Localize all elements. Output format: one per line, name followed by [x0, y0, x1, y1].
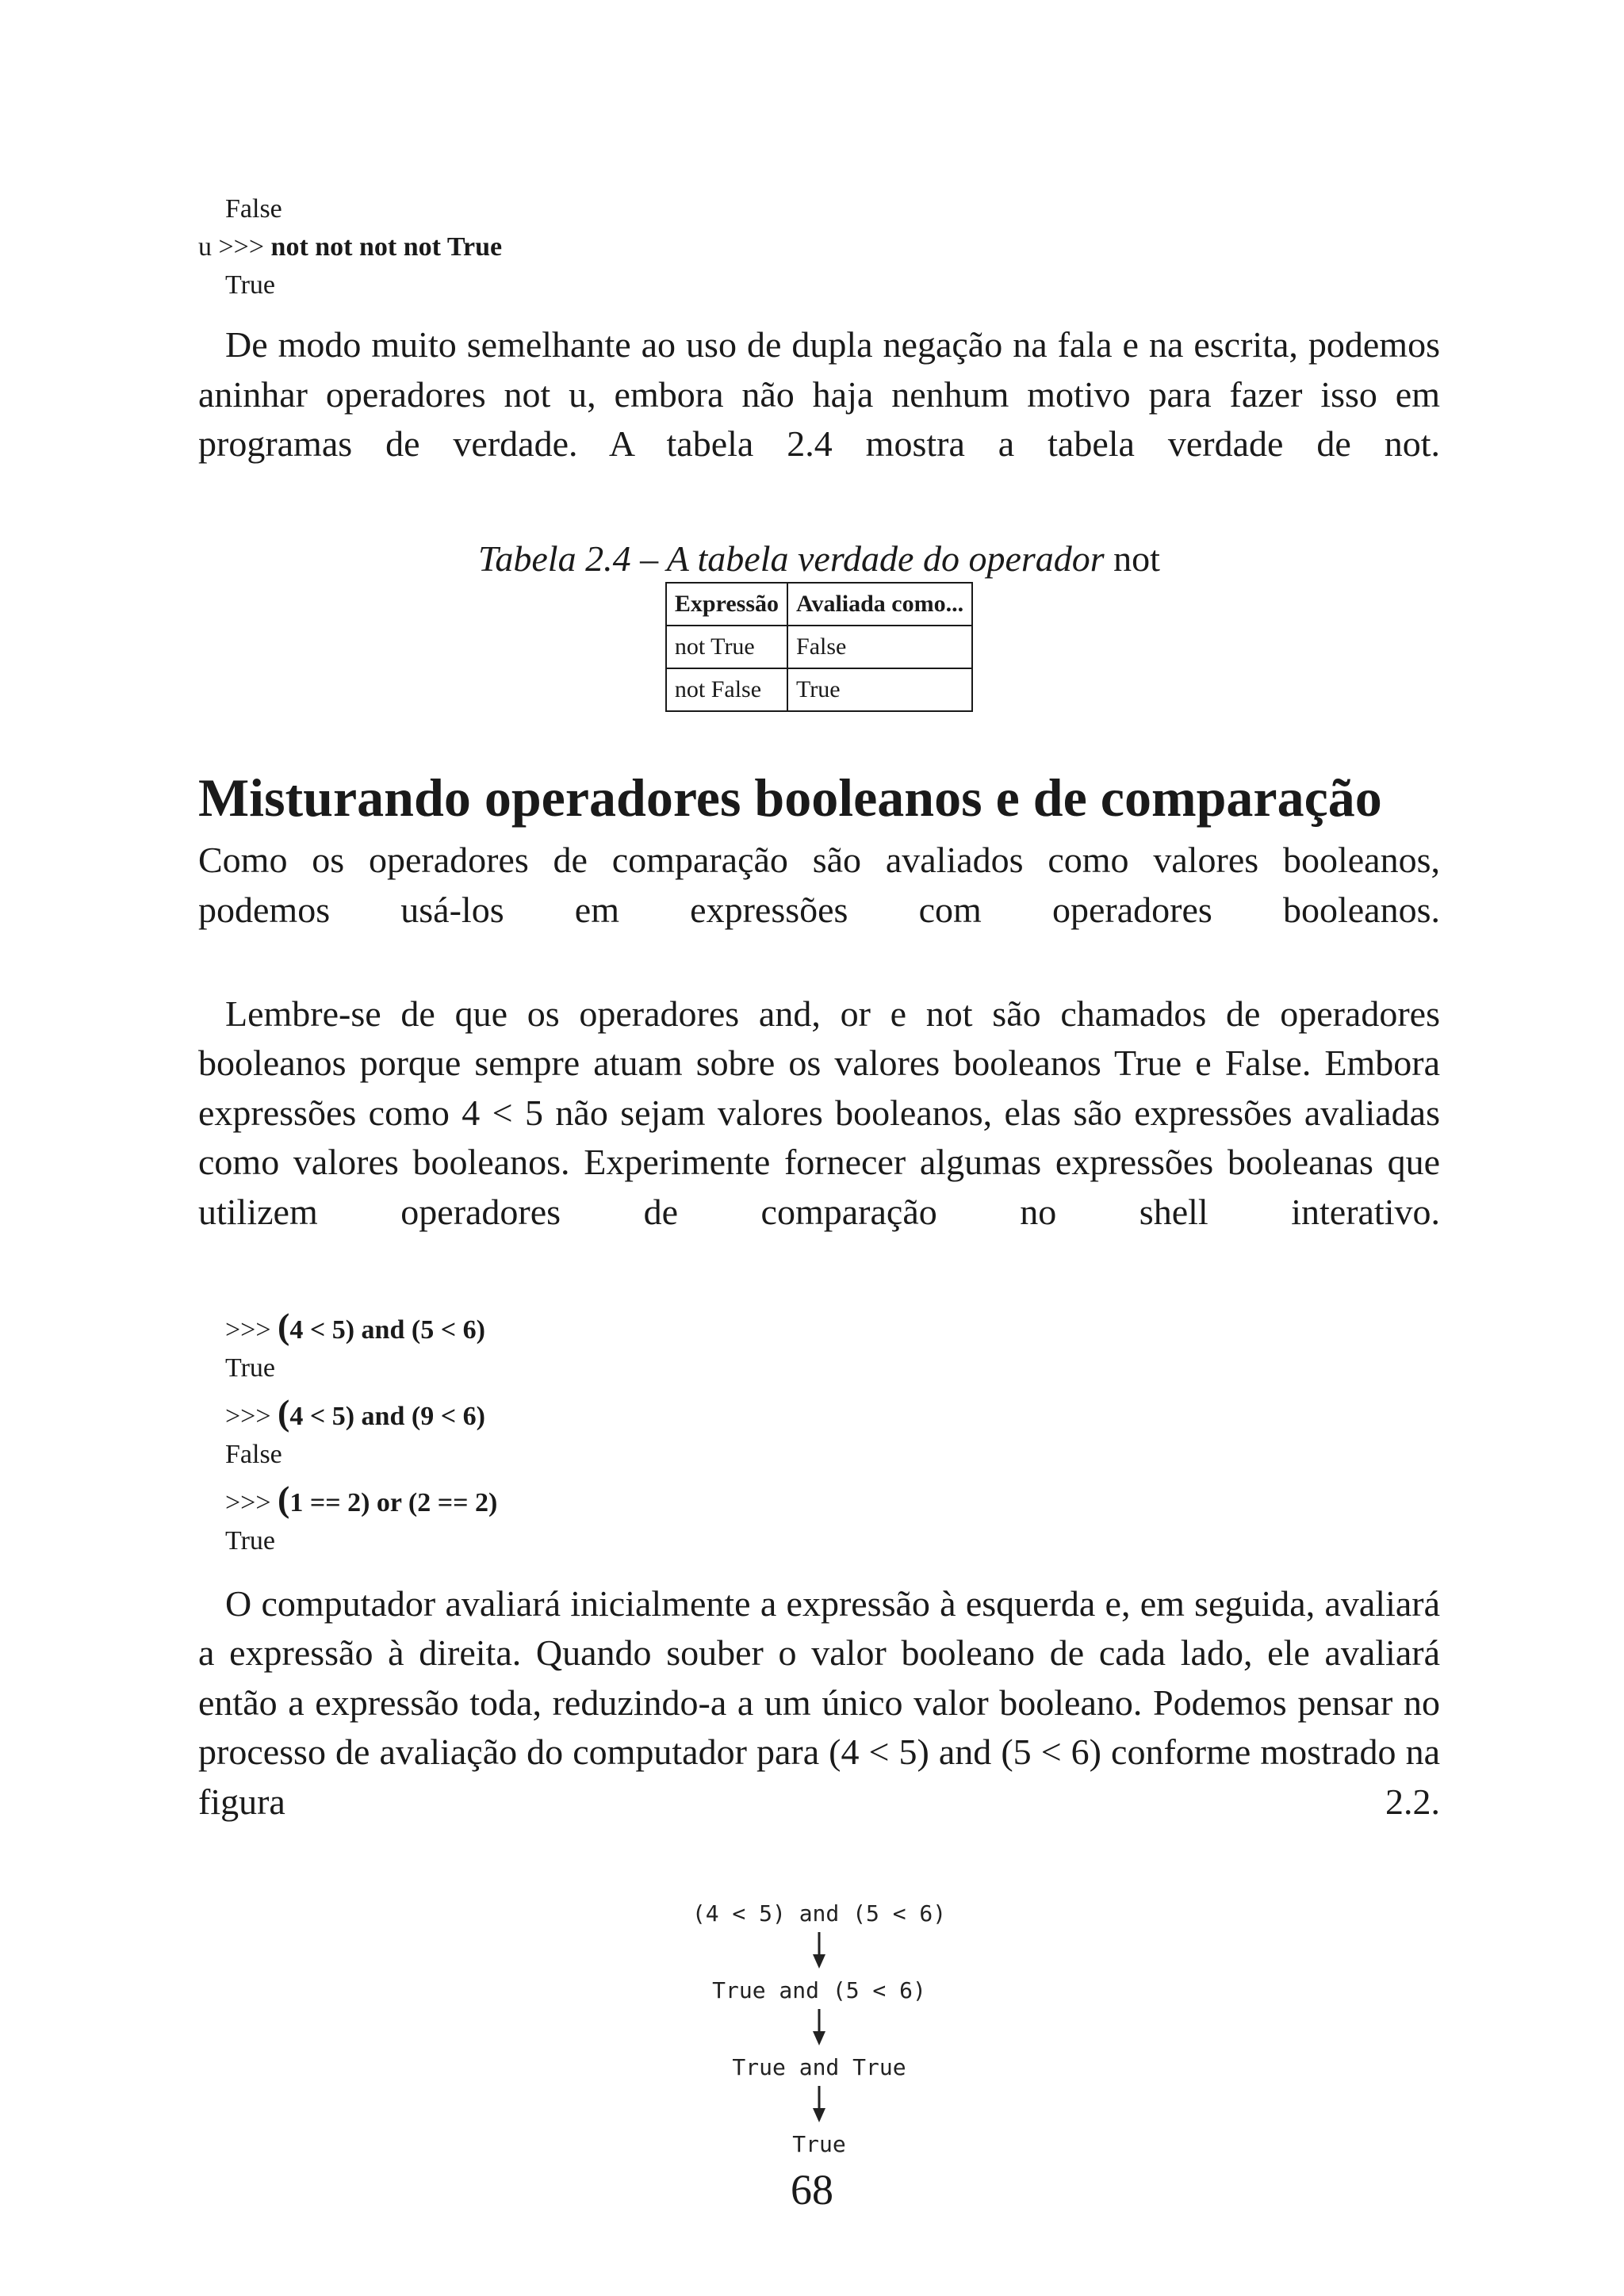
shell-prompt: >>> — [225, 1314, 271, 1345]
code-paren: ( — [278, 1478, 290, 1519]
code-command-line — [198, 1391, 1440, 1436]
table-caption — [198, 536, 1440, 582]
truth-table-not — [665, 582, 973, 712]
code-output: False — [225, 1439, 282, 1469]
paragraph-boolean-operators: Lembre-se de que os operadores and, or e not são chamados de operadores booleanos porque sempre atuam sobre os valores booleanos True e False. Embora expressões como 4 < 5 não sejam valores booleanos, elas são expressões avaliadas como valores booleanos. Experimente fornecer algumas expressões booleanas que utilizem operadores de comparação no shell interativo. — [198, 993, 1440, 1232]
shell-command: not not not not True — [270, 232, 503, 262]
arrow-down-icon — [813, 2108, 825, 2122]
table-row — [666, 668, 972, 711]
arrow-down-icon — [813, 2031, 825, 2045]
shell-prompt: >>> — [225, 1487, 271, 1517]
figure-step: True and True — [732, 2053, 906, 2080]
code-output-false: False — [225, 194, 282, 224]
paragraph-intro: Como os operadores de comparação são avaliados como valores booleanos, podemos usá-los em expressões com operadores booleanos. — [198, 840, 1440, 930]
page-body — [198, 190, 1440, 2167]
shell-command: 4 < 5) and (9 < 6) — [289, 1401, 485, 1431]
table-cell: False — [787, 626, 972, 668]
table-cell: not False — [666, 668, 787, 711]
shell-prompt: >>> — [225, 1401, 271, 1431]
section-title: Misturando operadores booleanos e de comparação — [198, 767, 1382, 828]
code-block-examples — [198, 1305, 1440, 1560]
figure-step: True and (5 < 6) — [712, 1976, 926, 2003]
evaluation-diagram — [653, 1897, 986, 2167]
figure-step: (4 < 5) and (5 < 6) — [691, 1900, 947, 1927]
evaluation-figure — [653, 1897, 986, 2167]
code-paren: ( — [278, 1305, 290, 1346]
shell-prompt: >>> — [218, 232, 265, 262]
table-cell: not True — [666, 626, 787, 668]
table-caption-keyword: not — [1113, 538, 1160, 579]
code-output: True — [225, 1525, 275, 1556]
code-command-line — [198, 1305, 1440, 1349]
code-paren: ( — [278, 1391, 290, 1433]
code-command-line — [198, 1478, 1440, 1522]
table-header-cell: Expressão — [666, 583, 787, 626]
page-number: 68 — [791, 2166, 833, 2214]
table-cell: True — [787, 668, 972, 711]
code-command-line — [198, 228, 1440, 266]
table-header-cell: Avaliada como... — [787, 583, 972, 626]
code-output: True — [225, 1353, 275, 1383]
shell-command: 4 < 5) and (5 < 6) — [289, 1314, 485, 1345]
paragraph-double-negation: De modo muito semelhante ao uso de dupla negação na fala e na escrita, podemos aninhar operadores not u, embora não haja nenhum motivo para fazer isso em programas de verdade. A tabela 2.4 mostra a tabela verdade de not. — [198, 324, 1440, 464]
shell-command: 1 == 2) or (2 == 2) — [289, 1487, 498, 1517]
table-caption-italic: Tabela 2.4 – A tabela verdade do operador — [478, 538, 1105, 579]
paragraph-evaluation: O computador avaliará inicialmente a expressão à esquerda e, em seguida, avaliará a expressão à direita. Quando souber o valor booleano de cada lado, ele avaliará então a expressão toda, reduzindo-a a um único valor booleano. Podemos pensar no processo de avaliação do computador para (4 < 5) and (5 < 6) conforme mostrado na figura 2.2. — [198, 1582, 1440, 1822]
code-output-true: True — [225, 270, 275, 300]
table-header-row — [666, 583, 972, 626]
callout-marker: u — [198, 232, 212, 262]
arrow-down-icon — [813, 1954, 825, 1969]
figure-step: True — [792, 2130, 846, 2157]
table-row — [666, 626, 972, 668]
